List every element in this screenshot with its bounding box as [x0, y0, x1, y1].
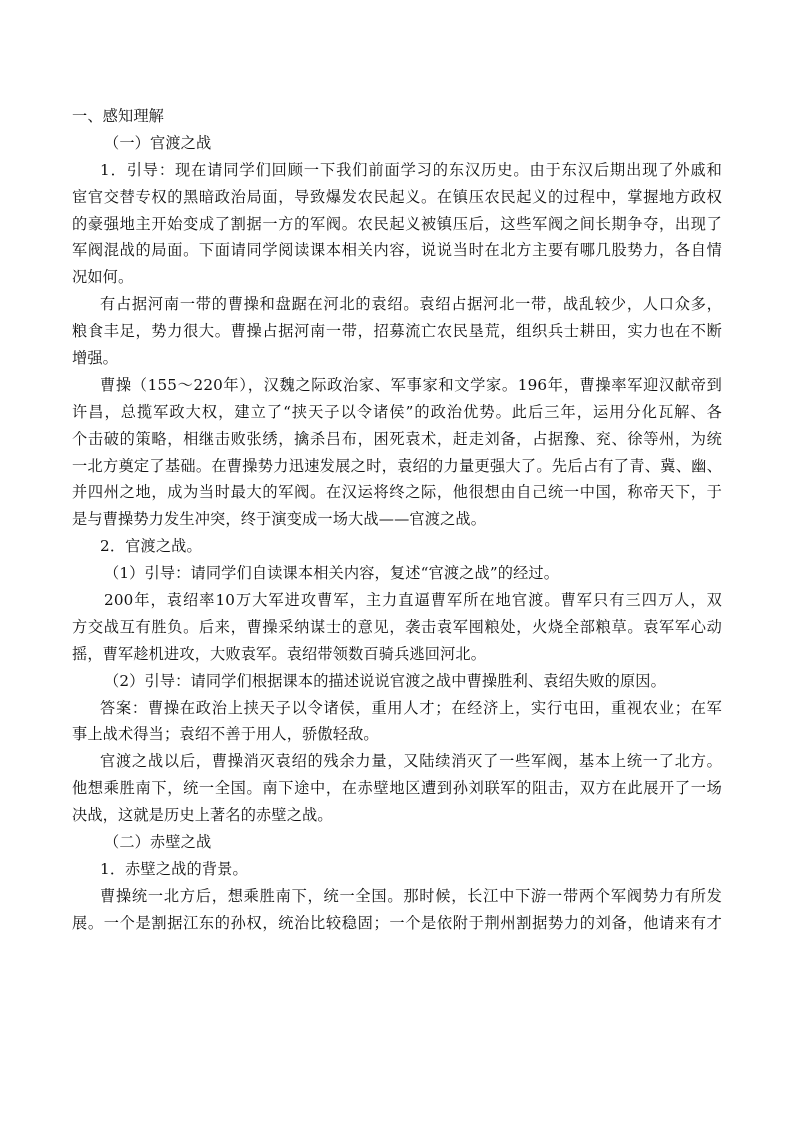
text-line: （1）引导：请同学们自读课本相关内容，复述“官渡之战”的经过。: [104, 564, 560, 583]
text-line: 事上战术得当；袁绍不善于用人，骄傲轻敌。: [72, 725, 379, 744]
text-line: 并四州之地，成为当时最大的军阀。在汉运将终之际，他很想由自己统一中国，称帝天下，于: [72, 483, 722, 502]
text-line: 是与曹操势力发生冲突，终于演变成一场大战——官渡之战。: [72, 510, 487, 529]
text-line: 1．赤壁之战的背景。: [100, 859, 248, 878]
text-line: 一、感知理解: [72, 107, 165, 125]
text-line: 曹操（155～220年），汉魏之际政治家、军事家和文学家。196年，曹操率军迎汉献帝到: [100, 375, 722, 394]
text-line: 官渡之战以后，曹操消灭袁绍的残余力量，又陆续消灭了一些军阀，基本上统一了北方。: [100, 752, 722, 771]
text-line: 许昌，总揽军政大权，建立了“挟天子以令诸侯”的政治优势。此后三年，运用分化瓦解、各: [72, 402, 722, 421]
text-line: （一）官渡之战: [104, 133, 212, 152]
text-line: 摇，曹军趁机进攻，大败袁军。袁绍带领数百骑兵逃回河北。: [72, 644, 487, 663]
text-line: 2．官渡之战。: [100, 537, 202, 556]
text-line: 1．引导：现在请同学们回顾一下我们前面学习的东汉历史。由于东汉后期出现了外戚和: [100, 160, 722, 179]
text-line: 决战，这就是历史上著名的赤壁之战。: [72, 806, 333, 825]
text-line: 一北方奠定了基础。在曹操势力迅速发展之时，袁绍的力量更强大了。先后占有了青、冀、幽、: [72, 456, 722, 475]
text-line: 曹操统一北方后，想乘胜南下，统一全国。那时候，长江中下游一带两个军阀势力有所发: [100, 886, 722, 905]
text-line: 个击破的策略，相继击败张绣，擒杀吕布，困死袁术，赶走刘备，占据豫、兖、徐等州，为统: [72, 429, 722, 448]
text-line: 展。一个是割据江东的孙权，统治比较稳固；一个是依附于荆州割据势力的刘备，他请来有才: [72, 913, 722, 932]
text-line: （2）引导：请同学们根据课本的描述说说官渡之战中曹操胜利、袁绍失败的原因。: [104, 671, 666, 690]
text-line: （二）赤壁之战: [104, 833, 212, 852]
text-line: 200年，袁绍率10万大军进攻曹军，主力直逼曹军所在地官渡。曹军只有三四万人，双: [104, 591, 722, 610]
text-line: 宦官交替专权的黑暗政治局面，导致爆发农民起义。在镇压农民起义的过程中，掌握地方政权: [72, 187, 722, 206]
text-line: 他想乘胜南下，统一全国。南下途中，在赤壁地区遭到孙刘联军的阻击，双方在此展开了一场: [72, 779, 722, 798]
text-line: 的豪强地主开始变成了割据一方的军阀。农民起义被镇压后，这些军阀之间长期争夺，出现了: [72, 214, 722, 233]
text-line: 军阀混战的局面。下面请同学阅读课本相关内容，说说当时在北方主要有哪几股势力，各自情: [72, 241, 722, 260]
text-line: 方交战互有胜负。后来，曹操采纳谋士的意见，袭击袁军囤粮处，火烧全部粮草。袁军军心动: [72, 617, 722, 636]
text-line: 答案：曹操在政治上挟天子以令诸侯，重用人才；在经济上，实行屯田，重视农业；在军: [100, 698, 722, 717]
document-page: [72, 103, 722, 937]
text-line: 有占据河南一带的曹操和盘踞在河北的袁绍。袁绍占据河北一带，战乱较少，人口众多，: [100, 295, 722, 314]
text-line: 况如何。: [72, 268, 134, 287]
text-line: 增强。: [72, 349, 119, 368]
text-line: 粮食丰足，势力很大。曹操占据河南一带，招募流亡农民垦荒，组织兵士耕田，实力也在不断: [72, 322, 722, 341]
